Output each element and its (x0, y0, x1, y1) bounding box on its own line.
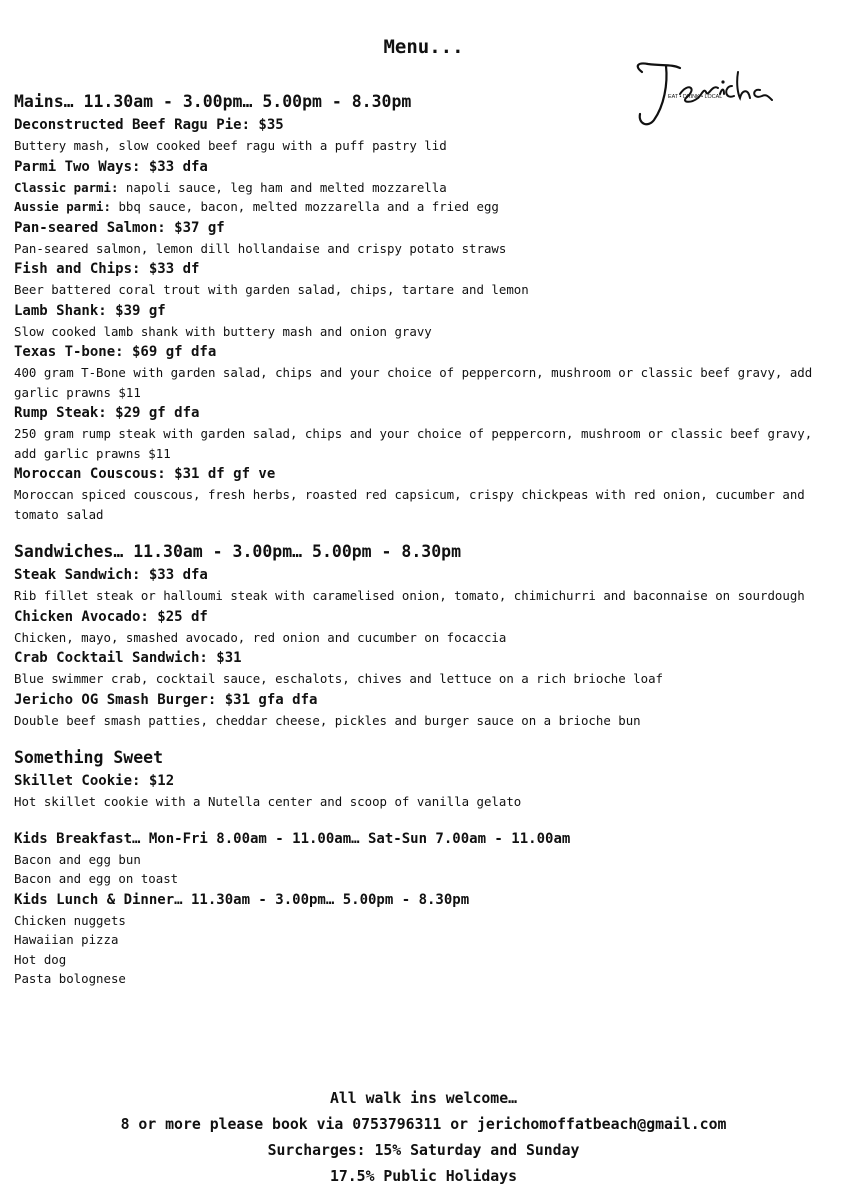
sub-option (14, 178, 834, 198)
mains-section (14, 90, 834, 524)
item-name: Crab Cocktail Sandwich: $31 (14, 650, 242, 666)
sub-option (14, 197, 834, 217)
footer-holiday-surcharge: 17.5% Public Holidays (329, 1168, 518, 1185)
sub-option-text: napoli sauce, leg ham and melted mozzarella (118, 179, 447, 195)
item-description: Double beef smash patties, cheddar cheese, pickles and burger sauce on a brioche bun (14, 712, 641, 728)
item-name: Deconstructed Beef Ragu Pie: $35 (14, 117, 284, 133)
item-name: Jericho OG Smash Burger: $31 gfa dfa (14, 691, 318, 708)
item-name: Rump Steak: $29 gf dfa (14, 405, 200, 421)
kids-section (14, 828, 834, 989)
kids-item: Pasta bolognese (14, 971, 126, 986)
item-name: Texas T-bone: $69 gf dfa (14, 344, 217, 360)
footer-surcharges: Surcharges: 15% Saturday and Sunday (267, 1142, 580, 1159)
item-description: 400 gram T-Bone with garden salad, chips and your choice of peppercorn, mushroom or classic beef gravy, add garlic prawns $11 (14, 365, 813, 400)
item-name: Steak Sandwich: $33 dfa (14, 567, 208, 583)
item-name: Fish and Chips: $33 df (14, 261, 200, 277)
sub-option-text: bbq sauce, bacon, melted mozzarella and a fried egg (110, 199, 499, 214)
sandwiches-heading: Sandwiches… 11.30am - 3.00pm… 5.00pm - 8.30pm (14, 542, 462, 561)
item-description: 250 gram rump steak with garden salad, chips and your choice of peppercorn, mushroom or classic beef gravy, add garlic prawns $11 (14, 426, 813, 461)
item-name: Chicken Avocado: $25 df (14, 608, 208, 625)
logo-tagline: EAT • DRINK • LOCAL (668, 94, 723, 100)
item-name: Lamb Shank: $39 gf (14, 302, 166, 319)
footer (0, 1086, 847, 1190)
item-description: Blue swimmer crab, cocktail sauce, eschalots, chives and lettuce on a rich brioche loaf (14, 671, 664, 686)
kids-item: Chicken nuggets (14, 912, 126, 928)
item-description: Pan-seared salmon, lemon dill hollandaise and crispy potato straws (14, 240, 507, 256)
item-description (14, 178, 834, 217)
item-description: Moroccan spiced couscous, fresh herbs, roasted red capsicum, crispy chickpeas with red onion, cucumber and tomato salad (14, 487, 805, 522)
sweet-section (14, 746, 834, 812)
menu-content (14, 90, 834, 1005)
item-name: Pan-seared Salmon: $37 gf (14, 219, 225, 236)
mains-heading: Mains… 11.30am - 3.00pm… 5.00pm - 8.30pm (14, 92, 412, 111)
kids-item: Bacon and egg bun (14, 851, 141, 867)
sandwiches-section (14, 540, 834, 730)
kids-item: Hawaiian pizza (14, 932, 119, 947)
sub-option-label: Classic parmi: (14, 179, 119, 195)
sweet-heading: Something Sweet (14, 748, 164, 767)
page-title: Menu... (383, 36, 464, 58)
item-name: Parmi Two Ways: $33 dfa (14, 158, 208, 175)
sub-option-label: Aussie parmi: (14, 199, 111, 214)
item-description: Hot skillet cookie with a Nutella center and scoop of vanilla gelato (14, 794, 522, 809)
item-name: Skillet Cookie: $12 (14, 773, 175, 789)
item-name: Moroccan Couscous: $31 df gf ve (14, 466, 276, 482)
kids-lunch-heading: Kids Lunch & Dinner… 11.30am - 3.00pm… 5.00pm - 8.30pm (14, 891, 470, 908)
item-description: Buttery mash, slow cooked beef ragu with a puff pastry lid (14, 138, 447, 153)
item-description: Beer battered coral trout with garden salad, chips, tartare and lemon (14, 282, 529, 297)
footer-walk-ins: All walk ins welcome… (329, 1090, 518, 1107)
item-description: Chicken, mayo, smashed avocado, red onion and cucumber on focaccia (14, 629, 507, 645)
kids-item: Bacon and egg on toast (14, 871, 179, 886)
footer-booking: 8 or more please book via 0753796311 or jerichomoffatbeach@gmail.com (120, 1116, 727, 1133)
kids-breakfast-heading: Kids Breakfast… Mon-Fri 8.00am - 11.00am… Sat-Sun 7.00am - 11.00am (14, 830, 571, 847)
item-description: Slow cooked lamb shank with buttery mash and onion gravy (14, 323, 432, 339)
item-description: Rib fillet steak or halloumi steak with caramelised onion, tomato, chimichurri and baconnaise on sourdough (14, 588, 805, 603)
kids-item: Hot dog (14, 951, 67, 967)
